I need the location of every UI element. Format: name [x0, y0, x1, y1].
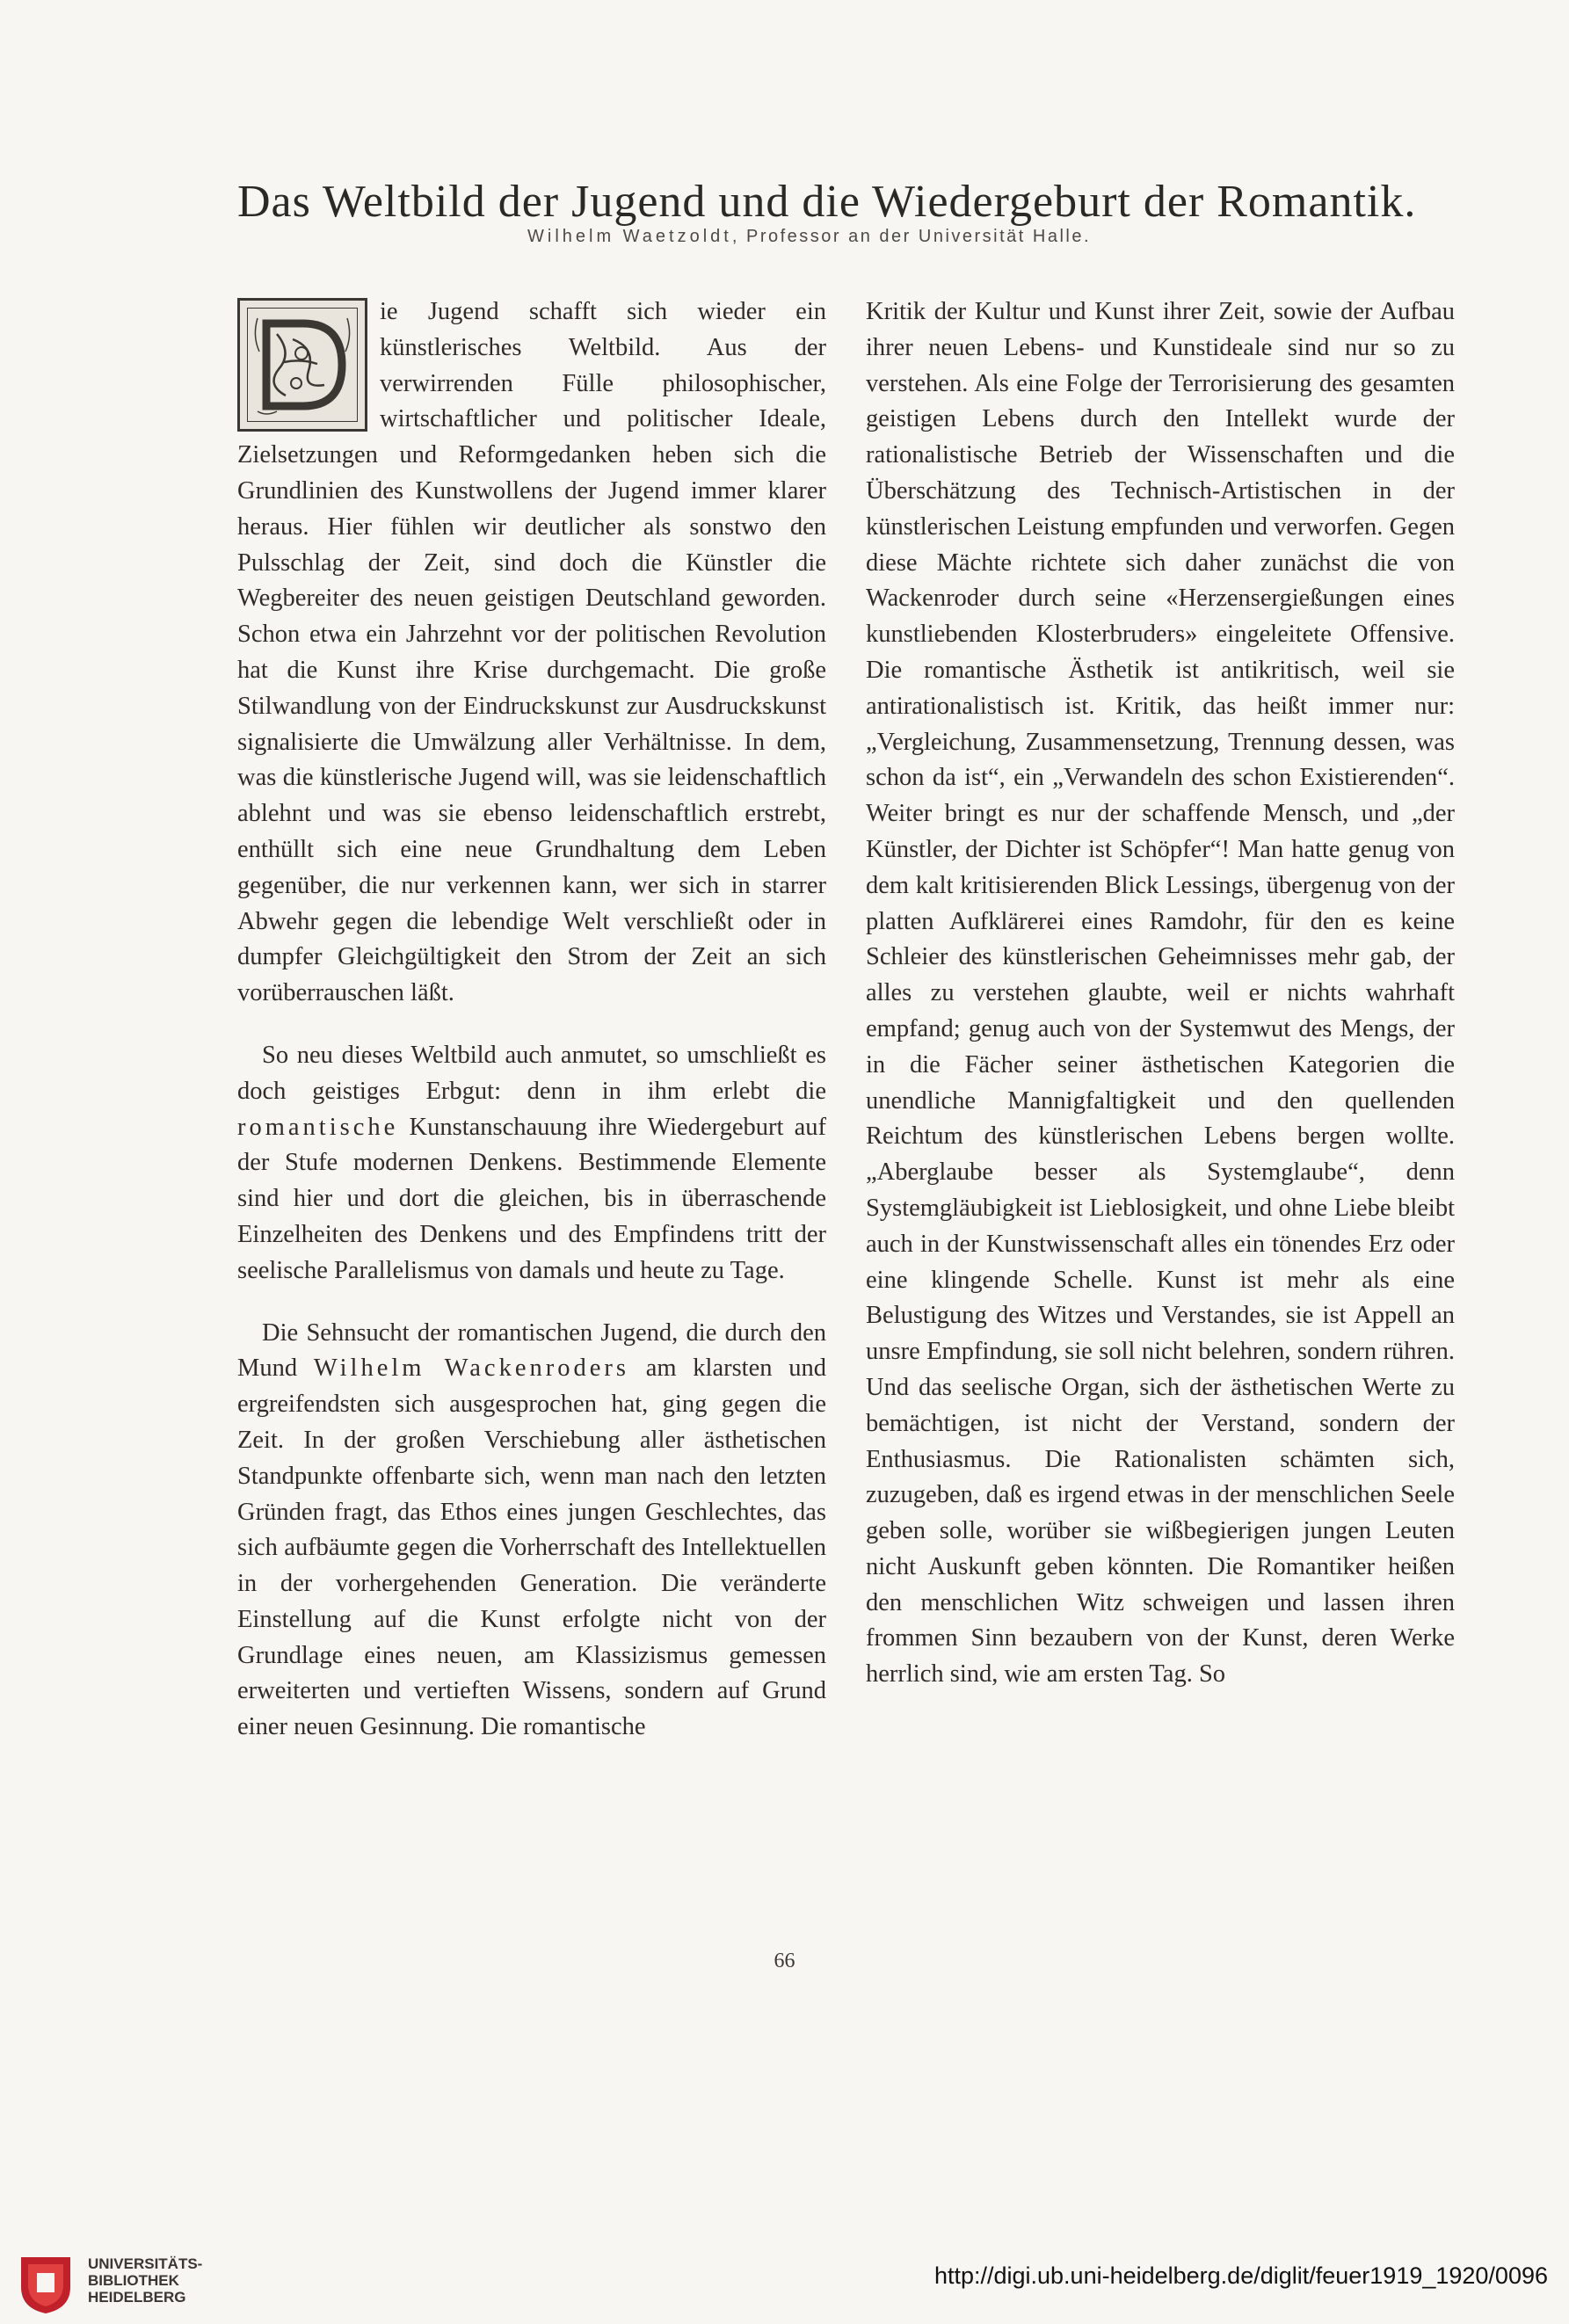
drop-cap-ornament — [237, 298, 367, 432]
author-affiliation: , Professor an der Universität Halle. — [731, 227, 1092, 246]
drop-cap-icon — [240, 301, 365, 429]
article-title: Das Weltbild der Jugend und die Wiedergeburt der Romantik. — [237, 176, 1417, 227]
paragraph-3: Die Sehnsucht der romantischen Jugend, die durch den Mund Wilhelm Wackenroders am klarsten und ergreifendsten sich ausgesprochen hat, ging gegen die Zeit. In der großen Verschiebung aller ästhetischen Standpunkte offenbarte sich, wenn man nach den letzten Gründen fragt, das Ethos eines jungen Geschlechtes, das sich aufbäumte gegen die Vorherrschaft des Intellektuellen in der vorhergehenden Generation. Die veränderte Einstellung auf die Kunst erfolgte nicht von der Grundlage eines neuen, am Klassizismus gemessen erweiterten und vertieften Wissens, sondern auf Grund einer neuen Gesinnung. Die romantische — [237, 1318, 826, 1741]
emphasis-romantische: romantische — [237, 1113, 399, 1141]
paragraph-2: So neu dieses Weltbild auch anmutet, so umschließt es doch geistiges Erbgut: denn in ihm erlebt die romantische Kunstanschauung ihre Wiedergeburt auf der Stufe modernen Denkens. Bestimmende Elemente sind hier und dort die gleichen, bis in überraschende Einzelheiten des Denkens und des Empfindens tritt der seelische Parallelismus von damals und heute zu Tage. — [237, 1041, 826, 1284]
paragraph-4: Kritik der Kultur und Kunst ihrer Zeit, sowie der Aufbau ihrer neuen Lebens- und Kunstideale sind nur so zu verstehen. Als eine Folge der Terrorisierung des gesamten geistigen Lebens durch den Intellekt wurde der rationalistische Betrieb der Wissenschaften und die Überschätzung des Technisch-Artistischen in der künstlerischen Leistung empfunden und verworfen. Gegen diese Mächte richtete sich daher zunächst die von Wackenroder durch seine «Herzensergießungen eines kunstliebenden Klosterbruders» eingeleitete Offensive. Die romantische Ästhetik ist antikritisch, weil sie antirationalistisch ist. Kritik, das heißt immer nur: „Vergleichung, Zusammensetzung, Trennung dessen, was schon da ist“, ein „Verwandeln des schon Existierenden“. Weiter bringt es nur der schaffende Mensch, und „der Künstler, der Dichter ist Schöpfer“! Man hatte genug von dem kalt kritisierenden Blick Lessings, übergenug von der platten Aufklärerei eines Ramdohr, für den es keine Schleier des künstlerischen Geheimnisses mehr gab, der alles zu verstehen glaubte, weil er nichts wahrhaft empfand; genug auch von der Systemwut des Mengs, der in die Fächer seiner ästhetischen Kategorien die unendliche Mannigfaltigkeit und den quellenden Reichtum des künstlerischen Lebens bergen wollte. „Aberglaube besser als Systemglaube“, denn Systemgläubigkeit ist Lieblosigkeit, und ohne Liebe bleibt auch in der Kunstwissenschaft alles ein tönendes Erz oder eine klingende Schelle. Kunst ist mehr als eine Belustigung des Witzes und Verstandes, sie ist Appell an unsre Empfindung, sie soll nicht belehren, sondern rühren. Und das seelische Organ, sich der ästhetischen Werte zu bemächtigen, ist nicht der Verstand, sondern der Enthusiasmus. Die Rationalisten schämten sich, zuzugeben, daß es irgend etwas in der menschlichen Seele geben solle, worüber sie wißbegierigen jungen Leuten nicht Auskunft geben könnten. Die Romantiker heißen den menschlichen Witz schweigen und lassen ihren frommen Sinn bezaubern von der Kunst, deren Werke herrlich sind, wie am ersten Tag. So — [866, 298, 1455, 1689]
right-column — [866, 294, 1455, 1693]
byline — [527, 227, 1195, 247]
paragraph-1: ie Jugend schafft sich wieder ein künstlerisches Weltbild. Aus der verwirrenden Fülle philosophischer, wirtschaftlicher und politischer Ideale, Zielsetzungen und Reformgedanken heben sich die Grundlinien des Kunstwollens der Jugend immer klarer heraus. Hier fühlen wir deutlicher als sonstwo den Pulsschlag der Zeit, sind doch die Künstler die Wegbereiter des neuen geistigen Deutschland geworden. Schon etwa ein Jahrzehnt vor der politischen Revolution hat die Kunst ihre Krise durchgemacht. Die große Stilwandlung von der Eindruckskunst zur Ausdruckskunst signalisierte die Umwälzung aller Verhältnisse. In dem, was die künstlerische Jugend will, was sie leidenschaftlich ablehnt und was sie ebenso leidenschaftlich erstrebt, enthüllt sich eine neue Grundhaltung dem Leben gegenüber, die nur verkennen kann, wer sich in starrer Abwehr gegen die lebendige Welt verschließt oder in dumpfer Gleichgültigkeit den Strom der Zeit an sich vorüberrauschen läßt. — [237, 298, 826, 1007]
footer-bar — [0, 2233, 1569, 2324]
emphasis-wackenroder: Wilhelm Wackenroders — [313, 1354, 629, 1383]
author-name: Wilhelm Waetzoldt — [527, 227, 732, 246]
library-name: UNIVERSITÄTS- BIBLIOTHEK HEIDELBERG — [88, 2255, 203, 2306]
university-seal-icon — [16, 2252, 76, 2315]
page-number: 66 — [774, 1950, 795, 1972]
left-column — [237, 294, 826, 1746]
permalink-url[interactable]: http://digi.ub.uni-heidelberg.de/diglit/feuer1919_1920/0096 — [933, 2262, 1548, 2289]
